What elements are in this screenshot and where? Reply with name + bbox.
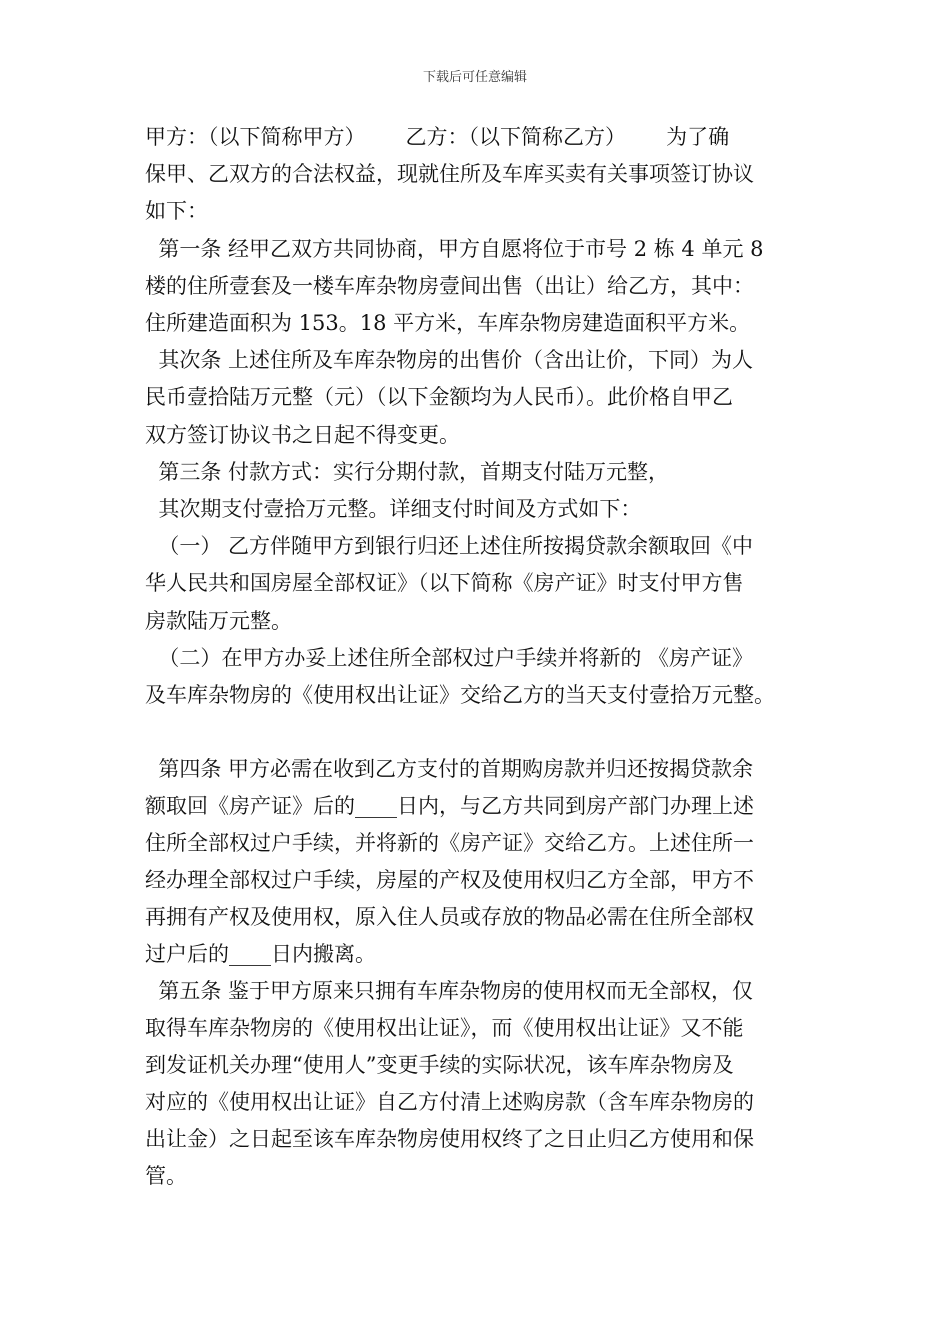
text-line: 民币壹拾陆万元整（元）（以下金额均为人民币）。此价格自甲乙 (145, 385, 733, 409)
text-line: 对应的《使用权出让证》自乙方付清上述购房款（含车库杂物房的 (145, 1090, 754, 1114)
text-line: 到发证机关办理“使用人”变更手续的实际状况，该车库杂物房及 (145, 1053, 734, 1077)
text-line: 如下： (145, 199, 208, 223)
text-line: 管。 (145, 1164, 187, 1188)
text-line: 经办理全部权过户手续，房屋的产权及使用权归乙方全部，甲方不 (145, 868, 754, 892)
text-line: 保甲、乙双方的合法权益，现就住所及车库买卖有关事项签订协议 (145, 162, 754, 186)
text-line: 其次条 上述住所及车库杂物房的出售价（含出让价，下同）为人 (145, 348, 754, 372)
text-line: 住所全部权过户手续，并将新的《房产证》交给乙方。上述住所一 (145, 831, 754, 855)
text-line: 房款陆万元整。 (145, 609, 292, 633)
text-line: 再拥有产权及使用权，原入住人员或存放的物品必需在住所全部权 (145, 905, 754, 929)
text-line: 其次期支付壹拾万元整。详细支付时间及方式如下： (145, 497, 642, 521)
text-line: 取得车库杂物房的《使用权出让证》，而《使用权出让证》又不能 (145, 1016, 744, 1040)
page-header: 下载后可任意编辑 (422, 70, 527, 85)
text-line: 第一条 经甲乙双方共同协商，甲方自愿将位于市号 2 栋 4 单元 8 (145, 237, 764, 261)
text-line: 第五条 鉴于甲方原来只拥有车库杂物房的使用权而无全部权，仅 (145, 979, 754, 1003)
text-line: （二）在甲方办妥上述住所全部权过户手续并将新的 《房产证》 (145, 646, 754, 670)
text-line: 楼的住所壹套及一楼车库杂物房壹间出售（出让）给乙方，其中： (145, 274, 754, 298)
text-line: 住所建造面积为 153。18 平方米，车库杂物房建造面积平方米。 (145, 311, 751, 335)
text-line: 华人民共和国房屋全部权证》（以下简称《房产证》时支付甲方售 (145, 571, 744, 595)
text-line: 额取回《房产证》后的____日内，与乙方共同到房产部门办理上述 (145, 794, 754, 818)
text-line: （一） 乙方伴随甲方到银行归还上述住所按揭贷款余额取回《中 (145, 534, 754, 558)
text-line: 及车库杂物房的《使用权出让证》交给乙方的当天支付壹拾万元整。 (145, 683, 775, 707)
text-line: 甲方：（以下简称甲方） 乙方：（以下简称乙方） 为了确 (145, 125, 730, 149)
text-line: 出让金）之日起至该车库杂物房使用权终了之日止归乙方使用和保 (145, 1127, 754, 1151)
text-line: 第三条 付款方式：实行分期付款，首期支付陆万元整， (145, 460, 670, 484)
text-line: 过户后的____日内搬离。 (145, 942, 376, 966)
text-line: 双方签订协议书之日起不得变更。 (145, 423, 460, 447)
text-line: 第四条 甲方必需在收到乙方支付的首期购房款并归还按揭贷款余 (145, 757, 754, 781)
